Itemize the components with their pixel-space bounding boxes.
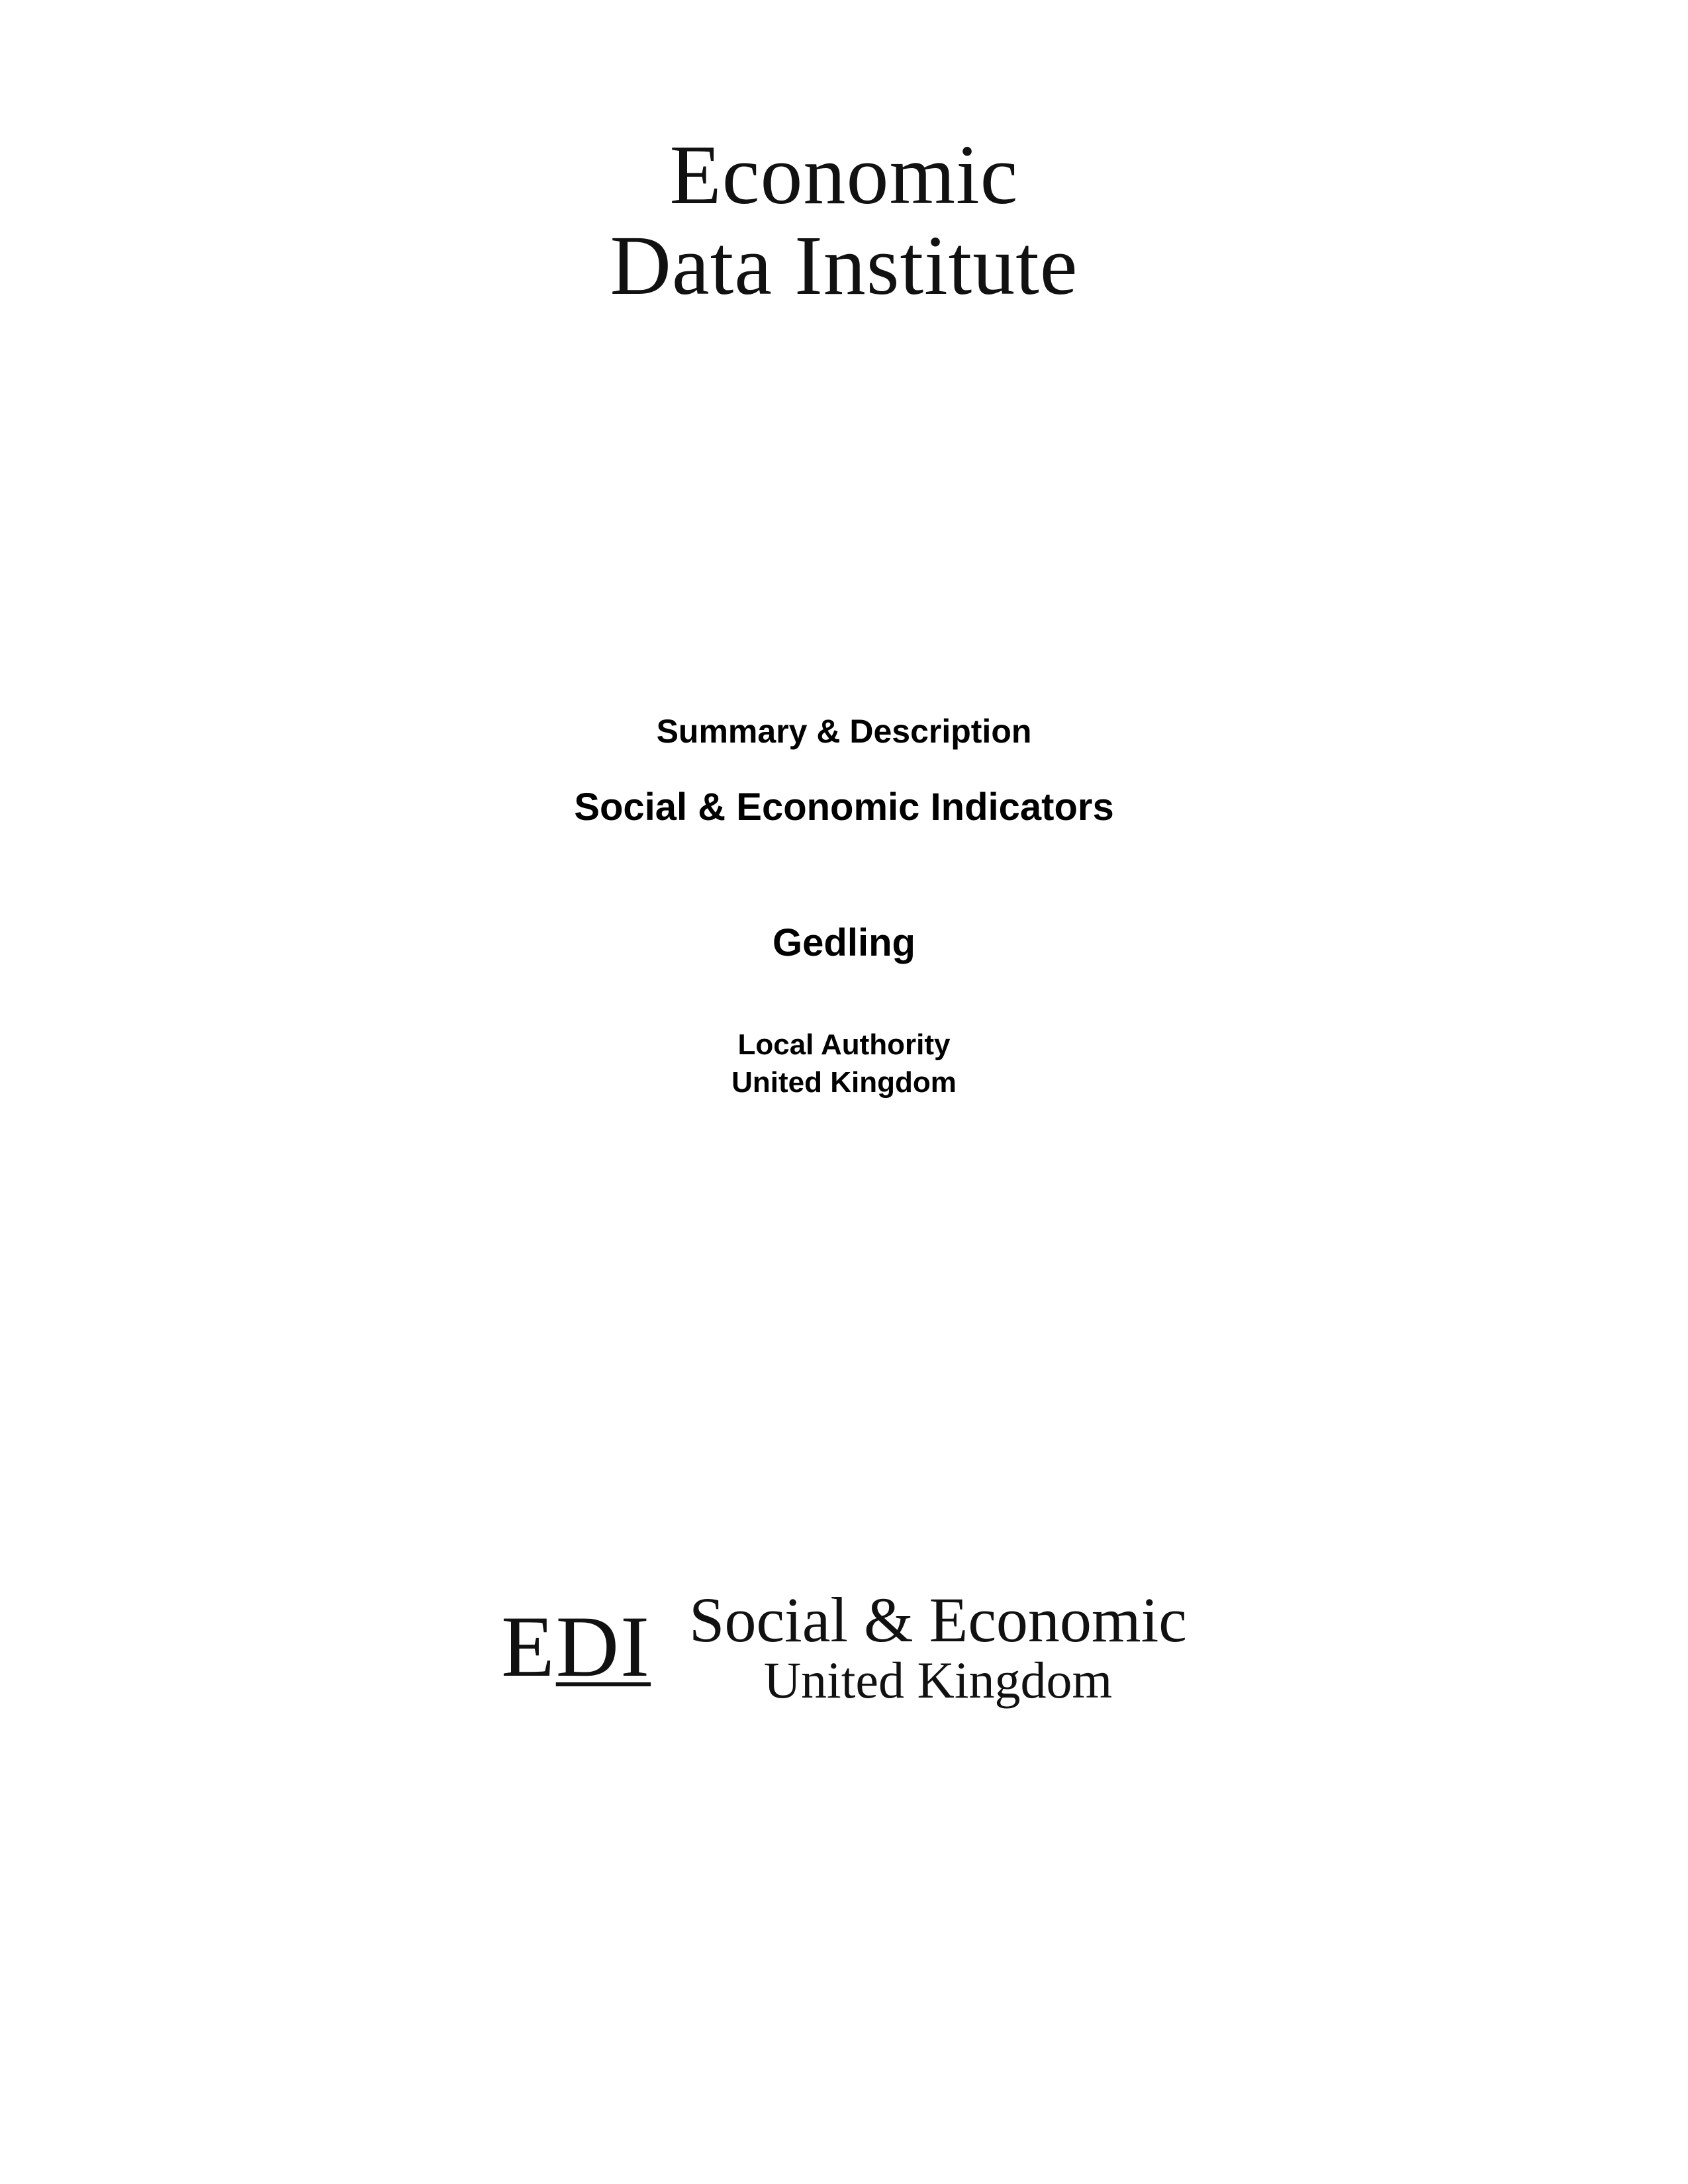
edi-acronym-di: DI [555, 1598, 651, 1695]
edi-wordmark-line-2: United Kingdom [763, 1651, 1113, 1709]
report-subtitle: Summary & Description [656, 713, 1032, 750]
institute-logo-line-2: Data Institute [610, 218, 1078, 312]
area-level: Local Authority [737, 1028, 951, 1062]
area-country: United Kingdom [731, 1066, 957, 1099]
institute-logo [0, 128, 1688, 312]
edi-footer-logo [0, 1584, 1688, 1709]
edi-wordmark [689, 1584, 1187, 1709]
area-name: Gedling [773, 921, 915, 964]
edi-wordmark-line-1: Social & Economic [689, 1584, 1187, 1655]
report-title: Social & Economic Indicators [574, 786, 1114, 829]
edi-acronym [501, 1588, 651, 1695]
institute-logo-line-1: Economic [669, 128, 1019, 222]
edi-acronym-e: E [501, 1598, 556, 1695]
title-block [0, 711, 1688, 1101]
